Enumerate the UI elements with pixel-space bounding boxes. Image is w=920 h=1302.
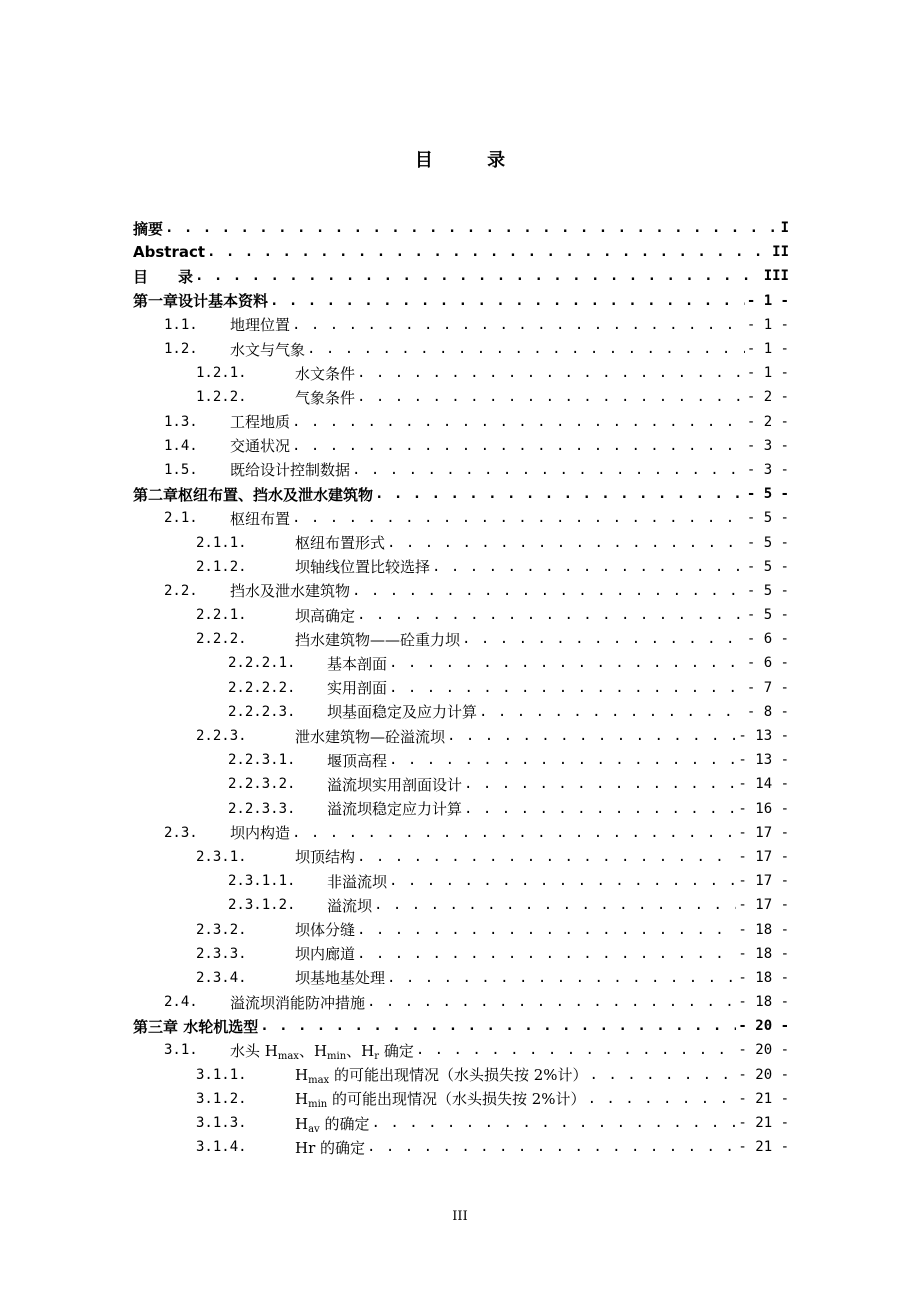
toc-entry[interactable] — [133, 482, 789, 506]
toc-entry-title: 枢纽布置形式 — [295, 534, 386, 553]
toc-dot-leader — [389, 873, 736, 889]
toc-entry-page: - 2 - — [746, 389, 789, 406]
toc-entry-number: 2.2.2.1. — [228, 655, 296, 672]
toc-entry[interactable] — [133, 917, 789, 941]
toc-dot-leader — [464, 776, 736, 792]
toc-dot-leader — [352, 462, 745, 478]
toc-entry[interactable] — [133, 845, 789, 869]
toc-entry-title: 工程地质 — [230, 413, 291, 432]
toc-entry-title: 第二章枢纽布置、挡水及泄水建筑物 — [133, 485, 374, 504]
toc-dot-leader — [352, 583, 745, 599]
toc-entry-title: 溢流坝稳定应力计算 — [327, 800, 463, 819]
toc-entry-title: 挡水建筑物——砼重力坝 — [295, 630, 461, 649]
toc-entry[interactable] — [133, 748, 789, 772]
toc-dot-leader — [389, 680, 745, 696]
toc-entry-title: 坝轴线位置比较选择 — [295, 558, 431, 577]
toc-entry-page: - 1 - — [746, 316, 789, 333]
toc-entry-page: - 1 - — [746, 365, 789, 382]
toc-dot-leader — [416, 1042, 737, 1058]
toc-entry-title: 交通状况 — [230, 437, 291, 456]
toc-title-text: H — [295, 1066, 309, 1085]
toc-title-text: 的可能出现情况（水头损失按 2%计） — [329, 1066, 588, 1085]
toc-entry-number: 2.2. — [164, 582, 198, 599]
toc-title-subscript: min — [308, 1099, 328, 1111]
toc-entry-title: 泄水建筑物—砼溢流坝 — [295, 727, 446, 746]
toc-entry-number: 1.2.1. — [196, 365, 247, 382]
toc-title-text: H — [295, 1090, 309, 1109]
toc-entry-number: 2.2.1. — [196, 607, 247, 624]
toc-entry-title: 目 录 — [133, 267, 194, 286]
toc-dot-leader — [357, 922, 736, 938]
toc-entry-title: 地理位置 — [230, 316, 291, 335]
toc-entry-page: I — [780, 220, 789, 237]
table-of-contents — [133, 216, 789, 1159]
toc-entry-number: 2.1.1. — [196, 534, 247, 551]
toc-entry-page: III — [763, 268, 789, 285]
toc-entry[interactable] — [133, 1014, 789, 1038]
toc-entry-page: - 16 - — [738, 800, 789, 817]
toc-entry-number: 3.1. — [164, 1042, 198, 1059]
toc-entry-page: - 5 - — [746, 582, 789, 599]
toc-entry-page: - 17 - — [738, 897, 789, 914]
toc-entry-number: 3.1.2. — [196, 1090, 247, 1107]
toc-entry-title: 实用剖面 — [327, 679, 388, 698]
toc-entry-title — [230, 1040, 414, 1061]
toc-entry[interactable] — [133, 651, 789, 675]
toc-title-text: 的确定 — [319, 1114, 370, 1133]
toc-dot-leader — [367, 1139, 736, 1155]
toc-entry[interactable] — [133, 821, 789, 845]
toc-title-subscript: r — [374, 1050, 380, 1062]
toc-entry[interactable] — [133, 797, 789, 821]
toc-entry-number: 2.1.2. — [196, 558, 247, 575]
toc-entry-page: - 6 - — [746, 631, 789, 648]
toc-dot-leader — [260, 1018, 736, 1034]
toc-title-text: 确定 — [379, 1041, 414, 1060]
toc-entry-number: 1.4. — [164, 437, 198, 454]
toc-entry-number: 2.2.3. — [196, 728, 247, 745]
toc-entry-title: 溢流坝 — [327, 896, 373, 915]
toc-entry-number: 3.1.1. — [196, 1066, 247, 1083]
toc-entry-title: 基本剖面 — [327, 654, 388, 673]
toc-title-text: H — [295, 1114, 309, 1133]
toc-entry-title: 坝高确定 — [295, 606, 356, 625]
toc-entry-page: - 3 - — [746, 437, 789, 454]
toc-dot-leader — [479, 704, 745, 720]
toc-entry-page: - 14 - — [738, 776, 789, 793]
toc-entry-title: 坝体分缝 — [295, 921, 356, 940]
toc-entry-number: 2.2.3.3. — [228, 800, 296, 817]
toc-entry-number: 3.1.3. — [196, 1115, 247, 1132]
toc-entry-title: 枢纽布置 — [230, 509, 291, 528]
toc-entry-number: 1.2.2. — [196, 389, 247, 406]
toc-entry-page: - 3 - — [746, 461, 789, 478]
toc-entry-number: 2.3.4. — [196, 969, 247, 986]
toc-entry-number: 1.5. — [164, 461, 198, 478]
toc-entry-title: 坝内廊道 — [295, 945, 356, 964]
toc-entry[interactable] — [133, 361, 789, 385]
toc-entry-page: - 17 - — [738, 873, 789, 890]
toc-entry-page: - 20 - — [738, 1066, 789, 1083]
toc-entry[interactable] — [133, 579, 789, 603]
toc-entry-number: 2.3.1.1. — [228, 873, 296, 890]
toc-dot-leader — [195, 268, 762, 284]
toc-entry-title: 坝基面稳定及应力计算 — [327, 703, 478, 722]
toc-entry[interactable] — [133, 869, 789, 893]
toc-entry-number: 2.2.2.3. — [228, 703, 296, 720]
toc-entry-number: 2.2.2. — [196, 631, 247, 648]
toc-entry-title: 第一章设计基本资料 — [133, 292, 269, 311]
toc-entry[interactable] — [133, 603, 789, 627]
toc-entry-page: - 21 - — [738, 1115, 789, 1132]
toc-dot-leader — [462, 631, 745, 647]
toc-entry[interactable] — [133, 676, 789, 700]
toc-entry-page: - 18 - — [738, 994, 789, 1011]
toc-title-text: 的可能出现情况（水头损失按 2%计） — [327, 1090, 586, 1109]
toc-dot-leader — [590, 1067, 737, 1083]
page-number: III — [452, 1209, 468, 1224]
toc-entry-page: - 2 - — [746, 413, 789, 430]
toc-dot-leader — [588, 1091, 737, 1107]
toc-entry-number: 2.2.2.2. — [228, 679, 296, 696]
toc-entry-page: - 5 - — [746, 558, 789, 575]
toc-entry-page: - 18 - — [738, 969, 789, 986]
toc-entry-page: - 18 - — [738, 945, 789, 962]
toc-entry-page: - 13 - — [738, 752, 789, 769]
toc-title-subscript: max — [308, 1075, 330, 1087]
toc-entry[interactable] — [133, 410, 789, 434]
toc-dot-leader — [374, 897, 736, 913]
toc-title-text: 水头 H — [230, 1041, 278, 1060]
toc-entry-number: 2.3.1. — [196, 848, 247, 865]
toc-title-subscript: min — [327, 1050, 347, 1062]
toc-entry[interactable] — [133, 264, 789, 288]
toc-entry-page: - 13 - — [738, 728, 789, 745]
toc-dot-leader — [292, 825, 736, 841]
toc-entry-number: 3.1.4. — [196, 1139, 247, 1156]
toc-entry[interactable] — [133, 216, 789, 240]
toc-entry-page: II — [772, 244, 789, 261]
toc-entry-number: 2.2.3.1. — [228, 752, 296, 769]
toc-entry[interactable] — [133, 506, 789, 530]
toc-entry[interactable] — [133, 942, 789, 966]
toc-entry[interactable] — [133, 289, 789, 313]
page-title: 目 录 — [414, 150, 530, 171]
toc-dot-leader — [375, 486, 745, 502]
toc-entry[interactable] — [133, 966, 789, 990]
toc-title-text: 、H — [346, 1041, 375, 1060]
toc-entry-page: - 5 - — [746, 486, 789, 503]
toc-dot-leader — [292, 317, 745, 333]
toc-title-subscript: av — [308, 1123, 320, 1135]
toc-entry[interactable] — [133, 1111, 789, 1135]
toc-dot-leader — [372, 1115, 737, 1131]
toc-entry[interactable] — [133, 530, 789, 554]
toc-entry-title: 既给设计控制数据 — [230, 461, 351, 480]
toc-entry-title: Hr 的确定 — [295, 1138, 366, 1157]
toc-entry-page: - 17 - — [738, 824, 789, 841]
toc-entry-title: 非溢流坝 — [327, 872, 388, 891]
toc-entry-title — [295, 1064, 588, 1085]
toc-dot-leader — [389, 655, 745, 671]
toc-dot-leader — [367, 994, 736, 1010]
toc-entry-number: 1.1. — [164, 316, 198, 333]
toc-entry-number: 2.3.2. — [196, 921, 247, 938]
toc-dot-leader — [464, 801, 736, 817]
toc-entry-number: 2.2.3.2. — [228, 776, 296, 793]
toc-dot-leader — [292, 438, 745, 454]
toc-entry[interactable] — [133, 990, 789, 1014]
toc-dot-leader — [432, 559, 745, 575]
toc-title-subscript: max — [277, 1050, 299, 1062]
toc-dot-leader — [270, 293, 745, 309]
toc-entry-title — [295, 1113, 370, 1134]
toc-entry[interactable] — [133, 1038, 789, 1062]
toc-entry[interactable] — [133, 893, 789, 917]
toc-entry[interactable] — [133, 724, 789, 748]
toc-entry[interactable] — [133, 1087, 789, 1111]
toc-dot-leader — [357, 946, 736, 962]
toc-dot-leader — [447, 728, 736, 744]
toc-entry-title: 坝基地基处理 — [295, 969, 386, 988]
toc-entry-page: - 21 - — [738, 1090, 789, 1107]
toc-entry[interactable] — [133, 1135, 789, 1159]
toc-entry[interactable] — [133, 434, 789, 458]
toc-dot-leader — [292, 510, 745, 526]
toc-entry[interactable] — [133, 1063, 789, 1087]
toc-entry-title: 堰顶高程 — [327, 751, 388, 770]
toc-dot-leader — [357, 849, 736, 865]
toc-entry[interactable] — [133, 700, 789, 724]
toc-entry-page: - 20 - — [738, 1042, 789, 1059]
toc-dot-leader — [357, 389, 745, 405]
toc-entry-title — [295, 1088, 586, 1109]
toc-entry-number: 2.4. — [164, 994, 198, 1011]
toc-entry-title: 第三章 水轮机选型 — [133, 1017, 259, 1036]
toc-entry-title: 水文条件 — [295, 364, 356, 383]
toc-entry[interactable] — [133, 627, 789, 651]
toc-entry[interactable] — [133, 555, 789, 579]
toc-entry-title: 气象条件 — [295, 388, 356, 407]
toc-entry-page: - 1 - — [746, 341, 789, 358]
toc-dot-leader — [357, 365, 745, 381]
toc-entry-page: - 17 - — [738, 848, 789, 865]
toc-entry-title: 溢流坝消能防冲措施 — [230, 993, 366, 1012]
toc-entry-page: - 7 - — [746, 679, 789, 696]
toc-entry-title: 挡水及泄水建筑物 — [230, 582, 351, 601]
toc-entry-title: 摘要 — [133, 219, 164, 238]
toc-dot-leader — [292, 414, 745, 430]
toc-entry-title: 溢流坝实用剖面设计 — [327, 775, 463, 794]
toc-entry[interactable] — [133, 337, 789, 361]
toc-dot-leader — [387, 970, 736, 986]
toc-entry-title: 坝内构造 — [230, 824, 291, 843]
toc-entry-number: 2.3.3. — [196, 945, 247, 962]
toc-entry-title: 坝顶结构 — [295, 848, 356, 867]
toc-title-text: 、H — [298, 1041, 328, 1060]
toc-entry[interactable] — [133, 313, 789, 337]
toc-entry-page: - 20 - — [738, 1018, 789, 1035]
toc-entry-title: 水文与气象 — [230, 340, 306, 359]
toc-entry[interactable] — [133, 458, 789, 482]
toc-entry-page: - 5 - — [746, 534, 789, 551]
toc-entry[interactable] — [133, 240, 789, 264]
toc-dot-leader — [357, 607, 745, 623]
toc-dot-leader — [389, 752, 736, 768]
toc-entry[interactable] — [133, 772, 789, 796]
toc-dot-leader — [165, 220, 779, 236]
toc-entry-page: - 6 - — [746, 655, 789, 672]
toc-entry-page: - 5 - — [746, 607, 789, 624]
toc-entry-number: 2.1. — [164, 510, 198, 527]
toc-entry-page: - 1 - — [746, 292, 789, 309]
toc-dot-leader — [207, 244, 770, 260]
toc-entry-number: 2.3.1.2. — [228, 897, 296, 914]
toc-entry[interactable] — [133, 385, 789, 409]
toc-entry-page: - 8 - — [746, 703, 789, 720]
toc-entry-number: 1.3. — [164, 413, 198, 430]
toc-entry-page: - 21 - — [738, 1139, 789, 1156]
toc-dot-leader — [307, 341, 745, 357]
toc-entry-title: Abstract — [133, 243, 206, 262]
toc-entry-page: - 18 - — [738, 921, 789, 938]
toc-entry-number: 1.2. — [164, 341, 198, 358]
toc-entry-number: 2.3. — [164, 824, 198, 841]
toc-dot-leader — [387, 535, 745, 551]
toc-entry-page: - 5 - — [746, 510, 789, 527]
